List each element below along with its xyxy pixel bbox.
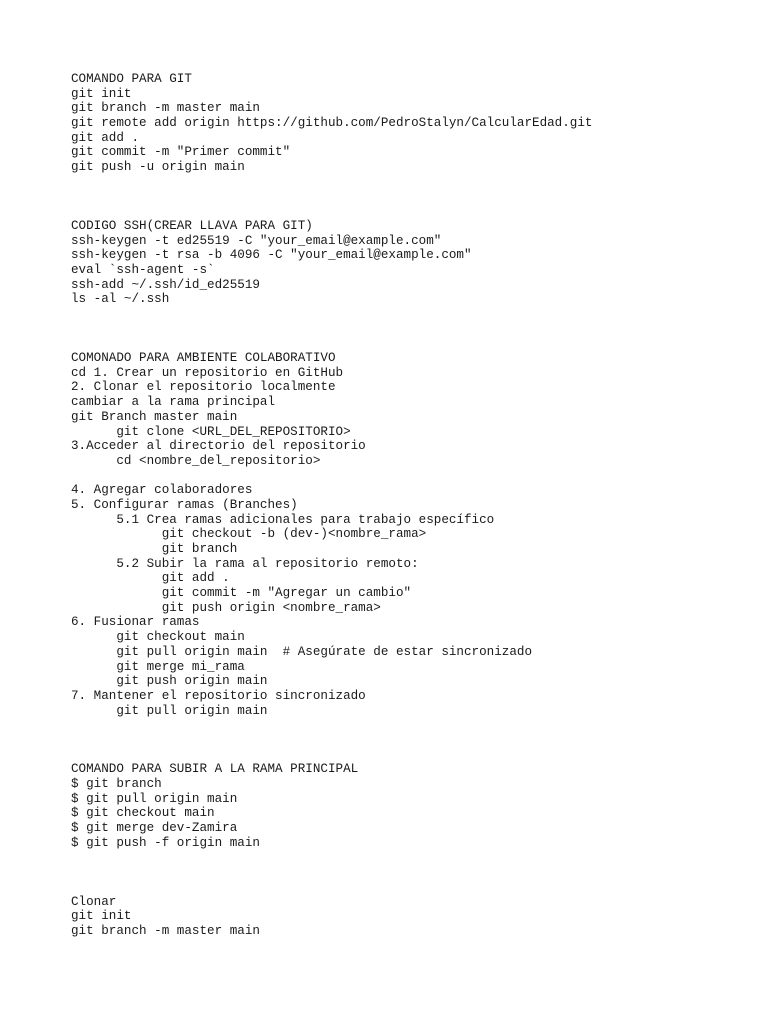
- text-line: $ git branch: [71, 777, 162, 791]
- blank-line: [71, 718, 751, 733]
- text-line: $ git push -f origin main: [71, 835, 260, 850]
- text-line: $ git checkout main: [71, 806, 215, 821]
- text-line: git Branch master main: [71, 409, 238, 424]
- text-line: 5.2 Subir la rama al repositorio remoto:: [71, 556, 419, 571]
- blank-line: [71, 733, 751, 748]
- document-body: [71, 72, 751, 939]
- blank-line: [71, 307, 751, 322]
- text-line: CODIGO SSH(CREAR LLAVA PARA GIT): [71, 218, 313, 233]
- text-line: git init: [71, 86, 132, 101]
- text-line: git clone <URL_DEL_REPOSITORIO>: [71, 424, 351, 439]
- text-line: ssh-add ~/.ssh/id_ed25519: [71, 277, 260, 292]
- text-line: 3.Acceder al directorio del repositorio: [71, 439, 366, 454]
- blank-line: [71, 204, 751, 219]
- text-line: git pull origin main: [71, 703, 268, 718]
- text-line: cambiar a la rama principal: [71, 395, 276, 410]
- text-line: 4. Agregar colaboradores: [71, 483, 253, 498]
- text-line: git branch -m master main: [71, 101, 260, 116]
- blank-line: [71, 469, 751, 484]
- blank-line: [71, 850, 751, 865]
- text-line: git remote add origin https://github.com/PedroStalyn/CalcularEdad.git: [71, 116, 593, 131]
- text-line: ssh-keygen -t ed25519 -C "your_email@example.com": [71, 233, 442, 248]
- text-line: Clonar: [71, 894, 117, 909]
- text-line: COMONADO PARA AMBIENTE COLABORATIVO: [71, 351, 336, 366]
- text-line: git branch -m master main: [71, 923, 260, 938]
- blank-line: [71, 190, 751, 205]
- text-line: git init: [71, 909, 132, 924]
- text-line: 5.1 Crea ramas adicionales para trabajo específico: [71, 512, 495, 527]
- text-line: 2. Clonar el repositorio localmente: [71, 380, 336, 395]
- text-line: eval `ssh-agent -s`: [71, 262, 215, 277]
- blank-line: [71, 865, 751, 880]
- text-line: git commit -m "Agregar un cambio": [71, 586, 412, 601]
- text-line: 6. Fusionar ramas: [71, 615, 200, 630]
- text-line: git merge mi_rama: [71, 659, 245, 674]
- text-line: git push origin <nombre_rama>: [71, 600, 381, 615]
- blank-line: [71, 175, 751, 190]
- text-line: git push -u origin main: [71, 160, 245, 175]
- text-line: ls -al ~/.ssh: [71, 292, 170, 307]
- text-line: $ git merge dev-Zamira: [71, 821, 238, 836]
- text-line: COMANDO PARA SUBIR A LA RAMA PRINCIPAL: [71, 762, 359, 777]
- blank-line: [71, 336, 751, 351]
- text-line: git add .: [71, 571, 230, 586]
- text-line: git checkout main: [71, 630, 245, 645]
- blank-line: [71, 880, 751, 895]
- text-line: COMANDO PARA GIT: [71, 72, 192, 86]
- text-line: git push origin main: [71, 674, 268, 689]
- text-line: git pull origin main # Asegúrate de estar sincronizado: [71, 644, 533, 659]
- text-line: ssh-keygen -t rsa -b 4096 -C "your_email@example.com": [71, 248, 472, 263]
- blank-line: [71, 748, 751, 763]
- text-line: cd <nombre_del_repositorio>: [71, 453, 321, 468]
- text-line: git branch: [71, 542, 238, 556]
- text-line: git add .: [71, 130, 140, 145]
- text-line: git checkout -b (dev-)<nombre_rama>: [71, 527, 427, 542]
- blank-line: [71, 322, 751, 337]
- text-line: cd 1. Crear un repositorio en GitHub: [71, 365, 344, 380]
- text-line: $ git pull origin main: [71, 791, 238, 806]
- text-line: git commit -m "Primer commit": [71, 145, 291, 160]
- text-line: 7. Mantener el repositorio sincronizado: [71, 688, 366, 703]
- text-line: 5. Configurar ramas (Branches): [71, 497, 298, 512]
